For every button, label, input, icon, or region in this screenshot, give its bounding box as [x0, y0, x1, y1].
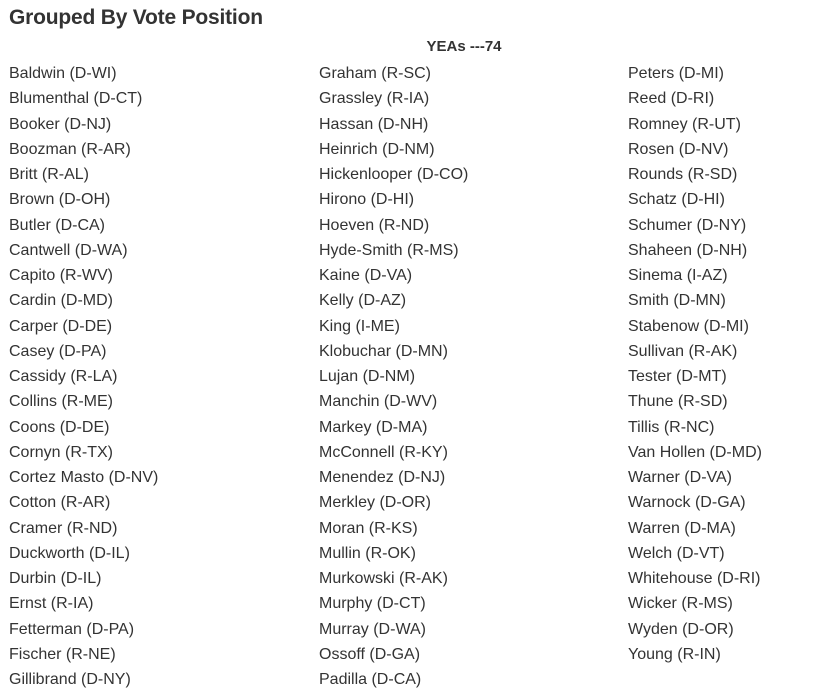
senator-list-item: Cardin (D-MD) [9, 292, 113, 310]
senator-list-item: Booker (D-NJ) [9, 115, 112, 133]
senator-list-item: Padilla (D-CA) [319, 671, 422, 688]
senator-list-item: Lujan (D-NM) [319, 368, 416, 385]
senator-list-item: Coons (D-DE) [9, 418, 110, 436]
senator-list-item: Cornyn (R-TX) [9, 443, 114, 461]
senator-list-item: Sullivan (R-AK) [628, 342, 738, 360]
senator-list-item: Kaine (D-VA) [319, 267, 413, 284]
senator-list-item: Mullin (R-OK) [319, 544, 416, 562]
senator-list-item: Graham (R-SC) [319, 65, 432, 82]
senator-list-item: Welch (D-VT) [628, 544, 725, 562]
senator-list-item: Rounds (R-SD) [628, 166, 738, 183]
senator-list-item: Rosen (D-NV) [628, 140, 729, 158]
senator-list-item: Grassley (R-IA) [319, 90, 430, 108]
senator-list-item: Capito (R-WV) [9, 267, 114, 284]
senator-list-item: Menendez (D-NJ) [319, 469, 446, 486]
senator-list-item: Fetterman (D-PA) [9, 620, 135, 638]
senator-list-item: Merkley (D-OR) [319, 494, 431, 512]
senator-list-item: Hyde-Smith (R-MS) [319, 241, 459, 259]
senator-list-item: Hickenlooper (D-CO) [319, 166, 469, 183]
senator-list-item: Van Hollen (D-MD) [628, 443, 762, 461]
yeas-group-heading: YEAs ---74 [426, 38, 502, 55]
senator-list-item: King (I-ME) [319, 317, 400, 335]
senator-list-item: Cotton (R-AR) [9, 494, 111, 512]
senator-list-item: Wyden (D-OR) [628, 620, 734, 638]
senator-column-1 [9, 61, 158, 692]
senator-list-item: Baldwin (D-WI) [9, 65, 117, 82]
senator-list-item: Thune (R-SD) [628, 393, 728, 411]
senator-list-item: Durbin (D-IL) [9, 570, 102, 587]
senator-list-item: Warren (D-MA) [628, 519, 736, 537]
senator-list-item: Tillis (R-NC) [628, 418, 715, 436]
senator-list-item: Heinrich (D-NM) [319, 140, 435, 158]
senator-list-item: Hoeven (R-ND) [319, 216, 430, 234]
senator-list-item: Cantwell (D-WA) [9, 241, 128, 259]
senator-list-item: Murray (D-WA) [319, 620, 426, 638]
senator-list-item: Blumenthal (D-CT) [9, 90, 143, 108]
senator-list-item: Stabenow (D-MI) [628, 317, 749, 335]
senator-column-3 [628, 61, 762, 667]
senator-list-item: Ernst (R-IA) [9, 595, 94, 613]
senator-list-item: Sinema (I-AZ) [628, 267, 728, 284]
senator-list-item: Boozman (R-AR) [9, 140, 131, 158]
senator-list-item: Schatz (D-HI) [628, 191, 725, 209]
senator-list-item: Kelly (D-AZ) [319, 292, 407, 310]
senator-list-item: Britt (R-AL) [9, 166, 89, 183]
senator-list-item: McConnell (R-KY) [319, 443, 448, 461]
senator-list-item: Brown (D-OH) [9, 191, 111, 209]
senator-list-item: Manchin (D-WV) [319, 393, 438, 411]
senator-list-item: Smith (D-MN) [628, 292, 726, 310]
senator-list-item: Shaheen (D-NH) [628, 241, 748, 259]
senator-list-item: Romney (R-UT) [628, 115, 741, 133]
senator-list-item: Wicker (R-MS) [628, 595, 733, 613]
senator-column-2 [319, 61, 468, 692]
senator-list-item: Hassan (D-NH) [319, 115, 429, 133]
senator-list-item: Hirono (D-HI) [319, 191, 415, 209]
senator-list-item: Markey (D-MA) [319, 418, 428, 436]
senator-list-item: Young (R-IN) [628, 645, 721, 663]
senator-list-item: Cassidy (R-LA) [9, 368, 118, 385]
senator-list-item: Tester (D-MT) [628, 368, 727, 385]
senator-list-item: Warner (D-VA) [628, 469, 732, 486]
page-title: Grouped By Vote Position [9, 6, 263, 29]
senator-list-item: Schumer (D-NY) [628, 216, 747, 234]
senator-list-item: Moran (R-KS) [319, 519, 418, 537]
senator-list-item: Warnock (D-GA) [628, 494, 746, 512]
senator-list-item: Peters (D-MI) [628, 65, 724, 82]
senator-list-item: Gillibrand (D-NY) [9, 671, 131, 688]
senator-list-item: Klobuchar (D-MN) [319, 342, 448, 360]
senator-list-item: Collins (R-ME) [9, 393, 113, 411]
senator-list-item: Cramer (R-ND) [9, 519, 118, 537]
senator-list-item: Duckworth (D-IL) [9, 544, 130, 562]
senator-list-item: Reed (D-RI) [628, 90, 715, 108]
senator-list-item: Fischer (R-NE) [9, 645, 116, 663]
senator-list-item: Carper (D-DE) [9, 317, 113, 335]
senator-list-item: Cortez Masto (D-NV) [9, 469, 159, 486]
senator-list-item: Murphy (D-CT) [319, 595, 426, 613]
senator-list-item: Whitehouse (D-RI) [628, 570, 761, 587]
senator-list-item: Ossoff (D-GA) [319, 645, 421, 663]
senator-list-item: Butler (D-CA) [9, 216, 106, 234]
senator-list-item: Casey (D-PA) [9, 342, 107, 360]
senator-list-item: Murkowski (R-AK) [319, 570, 448, 587]
